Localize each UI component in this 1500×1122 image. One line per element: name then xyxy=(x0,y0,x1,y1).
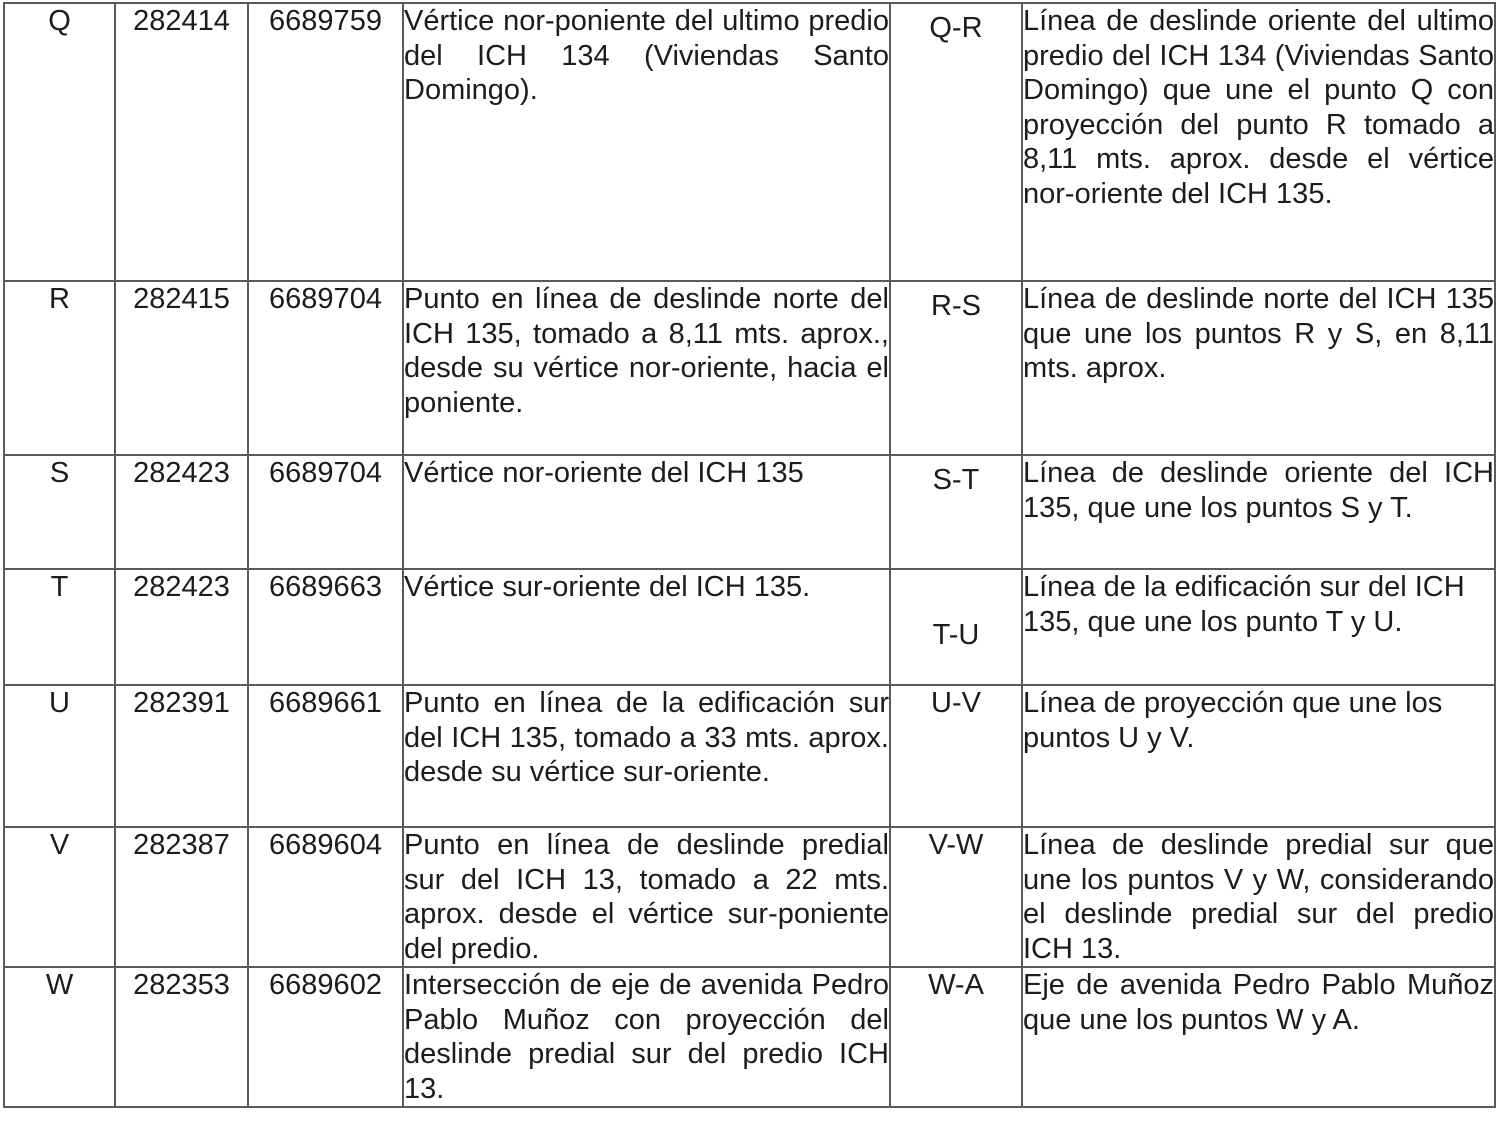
table-row xyxy=(4,455,1495,569)
segment-label: T-U xyxy=(890,569,1022,685)
segment-description: Eje de avenida Pedro Pablo Muñoz que une los puntos W y A. xyxy=(1022,967,1495,1107)
table-row xyxy=(4,827,1495,967)
east-coordinate: 282387 xyxy=(115,827,248,967)
segment-description: Línea de deslinde predial sur que une los puntos V y W, considerando el deslinde predial sur del predio ICH 13. xyxy=(1022,827,1495,967)
point-description: Vértice nor-poniente del ultimo predio del ICH 134 (Viviendas Santo Domingo). xyxy=(403,3,890,281)
table-row xyxy=(4,3,1495,281)
point-description: Punto en línea de deslinde predial sur del ICH 13, tomado a 22 mts. aprox. desde el vértice sur-poniente del predio. xyxy=(403,827,890,967)
boundary-points-table xyxy=(3,2,1496,1108)
segment-description: Línea de la edificación sur del ICH 135, que une los punto T y U. xyxy=(1022,569,1495,685)
segment-label: Q-R xyxy=(890,3,1022,281)
point-label: R xyxy=(4,281,115,455)
point-description: Punto en línea de la edificación sur del ICH 135, tomado a 33 mts. aprox. desde su vértice sur-oriente. xyxy=(403,685,890,827)
point-description: Vértice sur-oriente del ICH 135. xyxy=(403,569,890,685)
point-label: W xyxy=(4,967,115,1107)
segment-description: Línea de deslinde oriente del ICH 135, que une los puntos S y T. xyxy=(1022,455,1495,569)
table-row xyxy=(4,967,1495,1107)
segment-label: R-S xyxy=(890,281,1022,455)
east-coordinate: 282353 xyxy=(115,967,248,1107)
segment-description: Línea de deslinde norte del ICH 135 que une los puntos R y S, en 8,11 mts. aprox. xyxy=(1022,281,1495,455)
east-coordinate: 282415 xyxy=(115,281,248,455)
north-coordinate: 6689759 xyxy=(248,3,403,281)
north-coordinate: 6689704 xyxy=(248,455,403,569)
north-coordinate: 6689704 xyxy=(248,281,403,455)
north-coordinate: 6689663 xyxy=(248,569,403,685)
point-description: Punto en línea de deslinde norte del ICH 135, tomado a 8,11 mts. aprox., desde su vértice nor-oriente, hacia el poniente. xyxy=(403,281,890,455)
east-coordinate: 282423 xyxy=(115,455,248,569)
east-coordinate: 282391 xyxy=(115,685,248,827)
table-row xyxy=(4,281,1495,455)
north-coordinate: 6689604 xyxy=(248,827,403,967)
point-label: T xyxy=(4,569,115,685)
east-coordinate: 282414 xyxy=(115,3,248,281)
east-coordinate: 282423 xyxy=(115,569,248,685)
segment-label: V-W xyxy=(890,827,1022,967)
segment-label: S-T xyxy=(890,455,1022,569)
north-coordinate: 6689661 xyxy=(248,685,403,827)
point-label: Q xyxy=(4,3,115,281)
table-row xyxy=(4,685,1495,827)
north-coordinate: 6689602 xyxy=(248,967,403,1107)
segment-description: Línea de deslinde oriente del ultimo predio del ICH 134 (Viviendas Santo Domingo) que une el punto Q con proyección del punto R tomado a 8,11 mts. aprox. desde el vértice nor-oriente del ICH 135. xyxy=(1022,3,1495,281)
point-label: U xyxy=(4,685,115,827)
point-label: S xyxy=(4,455,115,569)
point-description: Intersección de eje de avenida Pedro Pablo Muñoz con proyección del deslinde predial sur del predio ICH 13. xyxy=(403,967,890,1107)
segment-description: Línea de proyección que une los puntos U y V. xyxy=(1022,685,1495,827)
point-label: V xyxy=(4,827,115,967)
segment-label: U-V xyxy=(890,685,1022,827)
segment-label: W-A xyxy=(890,967,1022,1107)
table-row xyxy=(4,569,1495,685)
point-description: Vértice nor-oriente del ICH 135 xyxy=(403,455,890,569)
